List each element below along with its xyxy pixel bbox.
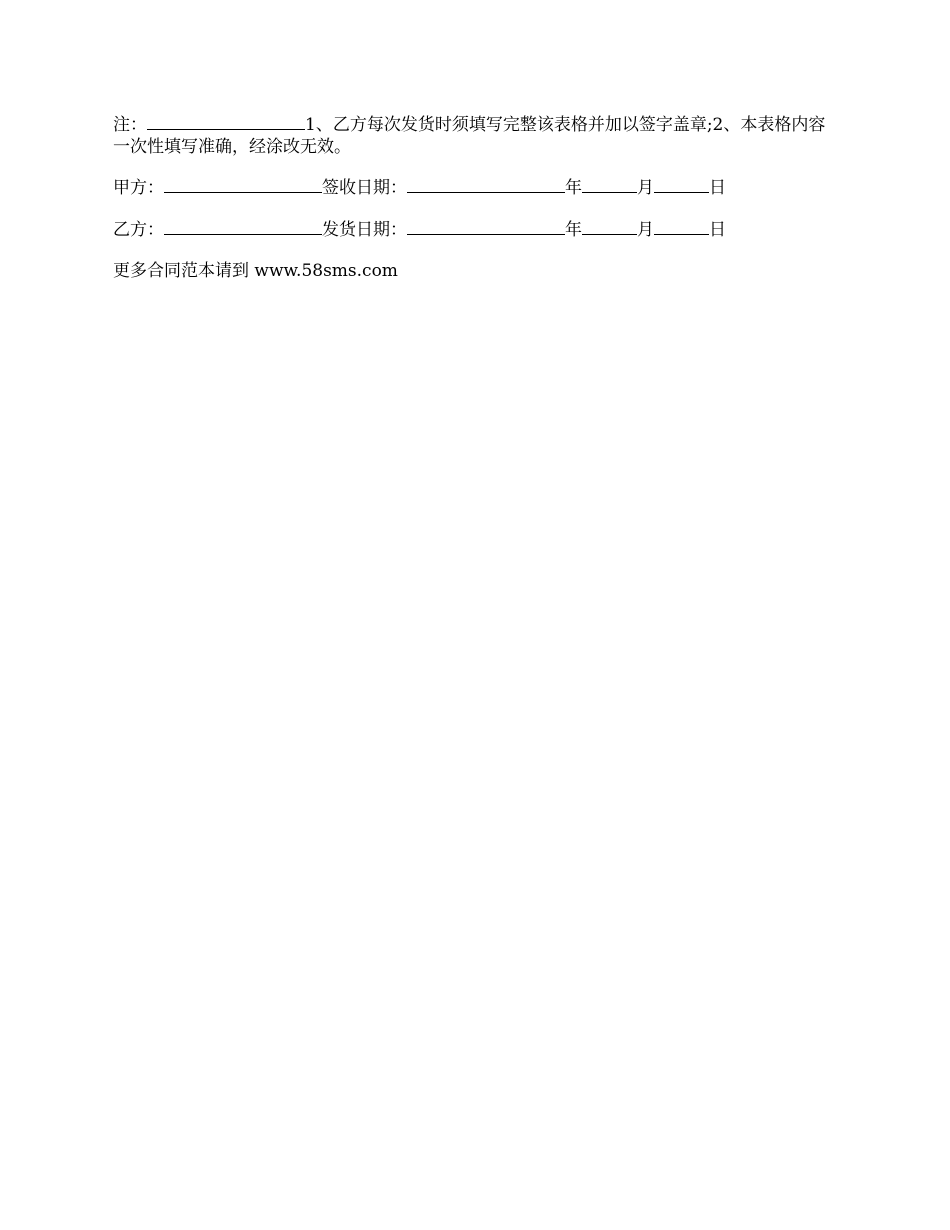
receipt-year-label: 年	[565, 178, 582, 198]
receipt-day-label: 日	[709, 178, 726, 198]
shipping-month-blank	[582, 218, 637, 235]
shipping-month-label: 月	[637, 220, 654, 240]
shipping-day-blank	[654, 218, 709, 235]
note-paragraph	[113, 113, 837, 158]
receipt-month-blank	[582, 176, 637, 193]
document-page	[113, 113, 837, 282]
shipping-year-label: 年	[565, 220, 582, 240]
party-a-signature-blank	[164, 176, 322, 193]
party-b-label: 乙方：	[113, 220, 164, 240]
footer-link-text: 更多合同范本请到 www.58sms.com	[113, 261, 398, 281]
party-a-row	[113, 176, 837, 199]
note-blank-line	[147, 113, 305, 130]
receipt-month-label: 月	[637, 178, 654, 198]
receipt-year-blank	[407, 176, 565, 193]
shipping-year-blank	[407, 218, 565, 235]
note-text: 1、乙方每次发货时须填写完整该表格并加以签字盖章;2、本表格内容一次性填写准确，经涂改无效。	[113, 115, 826, 157]
party-a-label: 甲方：	[113, 178, 164, 198]
receipt-date-label: 签收日期：	[322, 178, 407, 198]
receipt-day-blank	[654, 176, 709, 193]
shipping-day-label: 日	[709, 220, 726, 240]
note-prefix: 注：	[113, 115, 147, 135]
shipping-date-label: 发货日期：	[322, 220, 407, 240]
party-b-signature-blank	[164, 218, 322, 235]
party-b-row	[113, 218, 837, 241]
